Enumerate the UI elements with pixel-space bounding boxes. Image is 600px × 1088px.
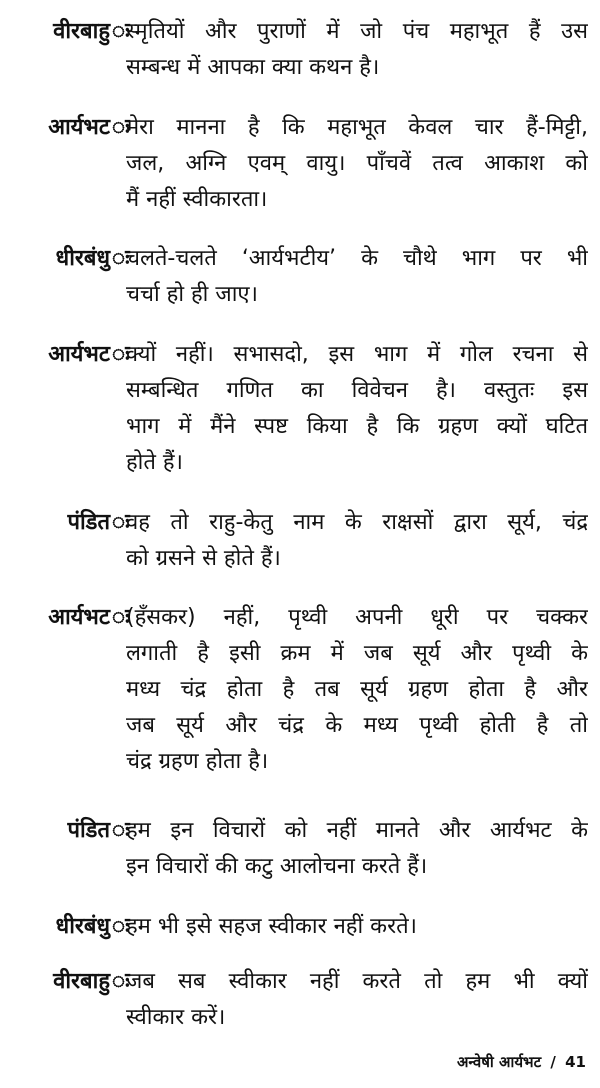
dialogue-text <box>126 110 588 218</box>
dialogue-text <box>126 813 588 885</box>
dialogue-line: चर्चा हो ही जाए। <box>126 282 258 307</box>
dialogue-line: जब सब स्वीकार नहीं करते तो हम भी क्यों <box>126 969 588 994</box>
speaker-separator: ः <box>112 818 130 843</box>
dialogue-text <box>126 964 588 1036</box>
dialogue-text <box>126 337 588 481</box>
speaker-name: पंडित <box>67 818 110 843</box>
speaker-separator: ः <box>112 342 130 367</box>
speaker-name: आर्यभट <box>48 342 110 367</box>
speaker-separator: ः <box>112 115 130 140</box>
speaker-name: वीरबाहु <box>53 969 110 994</box>
dialogue-line: लगाती है इसी क्रम में जब सूर्य और पृथ्वी के <box>126 641 588 666</box>
dialogue-line: जब सूर्य और चंद्र के मध्य पृथ्वी होती है तो <box>126 713 588 738</box>
dialogue-line: हम इन विचारों को नहीं मानते और आर्यभट के <box>126 818 588 843</box>
dialogue-line: को ग्रसने से होते हैं। <box>126 546 281 571</box>
dialogue-line: क्यों नहीं। सभासदो, इस भाग में गोल रचना से <box>126 342 588 367</box>
dialogue-line: मेरा मानना है कि महाभूत केवल चार हैं-मिट्टी, <box>126 115 588 140</box>
speaker-name: आर्यभट <box>48 605 110 630</box>
speaker-separator: ः <box>112 969 130 994</box>
speaker-name: पंडित <box>67 510 110 535</box>
dialogue-line: सम्बन्ध में आपका क्या कथन है। <box>126 55 380 80</box>
speaker-separator: ः <box>112 246 130 271</box>
dialogue-line: मध्य चंद्र होता है तब सूर्य ग्रहण होता है और <box>126 677 588 702</box>
dialogue-text <box>126 505 588 577</box>
dialogue-line: चलते-चलते ‘आर्यभटीय’ के चौथे भाग पर भी <box>126 246 588 271</box>
speaker-separator: ः <box>112 19 130 44</box>
dialogue-line: मैं नहीं स्वीकारता। <box>126 187 268 212</box>
dialogue-text <box>126 600 588 780</box>
dialogue-line: स्मृतियों और पुराणों में जो पंच महाभूत हैं उस <box>126 19 588 44</box>
speaker-separator: ः <box>112 914 130 939</box>
book-title: अन्वेषी आर्यभट <box>456 1053 542 1071</box>
dialogue-line: इन विचारों की कटु आलोचना करते हैं। <box>126 854 428 879</box>
speaker-name: धीरबंधु <box>55 246 110 271</box>
dialogue-line: चंद्र ग्रहण होता है। <box>126 749 269 774</box>
speaker-separator: ः <box>112 605 130 630</box>
dialogue-line: जल, अग्नि एवम् वायु। पाँचवें तत्व आकाश को <box>126 151 588 176</box>
footer-divider: / <box>550 1053 556 1071</box>
dialogue-text <box>126 14 588 86</box>
speaker-name: धीरबंधु <box>55 914 110 939</box>
dialogue-text <box>126 241 588 313</box>
speaker-name: वीरबाहु <box>53 19 110 44</box>
speaker-separator: ः <box>112 510 130 535</box>
dialogue-line: हम भी इसे सहज स्वीकार नहीं करते। <box>126 914 417 939</box>
dialogue-text <box>126 909 588 945</box>
dialogue-line: सम्बन्धित गणित का विवेचन है। वस्तुतः इस <box>126 378 588 403</box>
page-footer <box>457 1050 586 1074</box>
dialogue-line: स्वीकार करें। <box>126 1005 226 1030</box>
dialogue-line: वह तो राहु-केतु नाम के राक्षसों द्वारा सूर्य, चंद्र <box>126 510 588 535</box>
dialogue-line: होते हैं। <box>126 450 183 475</box>
dialogue-line: (हँसकर) नहीं, पृथ्वी अपनी धूरी पर चक्कर <box>126 605 588 630</box>
speaker-name: आर्यभट <box>48 115 110 140</box>
dialogue-line: भाग में मैंने स्पष्ट किया है कि ग्रहण क्यों घटित <box>126 414 588 439</box>
page-number: 41 <box>565 1053 586 1071</box>
